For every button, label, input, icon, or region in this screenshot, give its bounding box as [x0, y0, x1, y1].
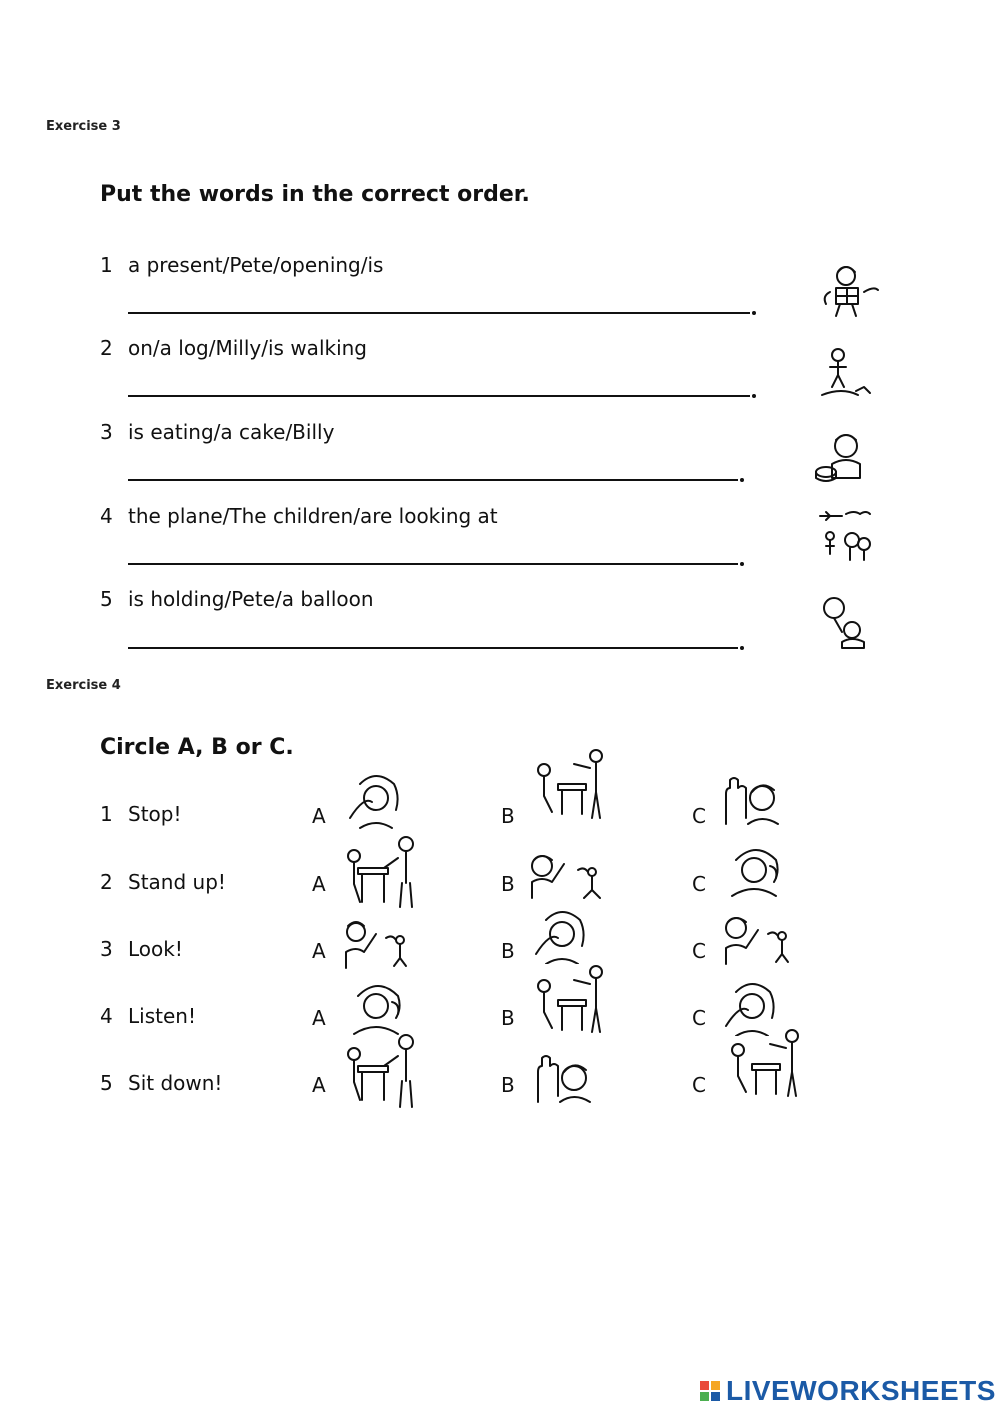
liveworksheets-logo[interactable]: [700, 1375, 996, 1406]
logo-text: LIVEWORKSHEETS: [726, 1375, 996, 1406]
option-c[interactable]: C: [692, 1073, 706, 1097]
boy-opening-present-icon: [812, 262, 882, 320]
answer-line[interactable]: [128, 312, 750, 314]
item-text: on/a log/Milly/is walking: [128, 336, 368, 360]
option-a[interactable]: A: [312, 804, 326, 828]
answer-line[interactable]: [128, 563, 738, 565]
exercise-4-instruction: Circle A, B or C.: [100, 735, 294, 760]
item-text: is holding/Pete/a balloon: [128, 587, 374, 611]
teacher-pointing-icon: [724, 1028, 810, 1100]
boy-eating-cake-icon: [810, 430, 878, 486]
item-number: 1: [100, 802, 113, 826]
item-number: 2: [100, 870, 113, 894]
item-text: Stop!: [128, 802, 182, 826]
option-b[interactable]: B: [501, 939, 515, 963]
item-text: Sit down!: [128, 1071, 223, 1095]
exercise-3-instruction: Put the words in the correct order.: [100, 182, 530, 207]
boy-holding-balloon-icon: [818, 596, 874, 652]
item-text: is eating/a cake/Billy: [128, 420, 335, 444]
full-stop: [740, 478, 744, 482]
listening-girl-icon: [340, 770, 410, 830]
option-a[interactable]: A: [312, 1006, 326, 1030]
listening-girl-icon: [528, 906, 594, 964]
girl-ear-icon: [722, 842, 788, 898]
children-looking-plane-icon: [816, 506, 876, 564]
item-text: a present/Pete/opening/is: [128, 253, 384, 277]
option-c[interactable]: C: [692, 939, 706, 963]
item-number: 2: [100, 336, 113, 360]
item-number: 5: [100, 587, 113, 611]
item-number: 4: [100, 504, 113, 528]
teacher-pointing-icon: [530, 748, 616, 822]
option-c[interactable]: C: [692, 1006, 706, 1030]
item-text: Stand up!: [128, 870, 226, 894]
answer-line[interactable]: [128, 395, 750, 397]
option-b[interactable]: B: [501, 804, 515, 828]
full-stop: [740, 562, 744, 566]
answer-line[interactable]: [128, 647, 738, 649]
full-stop: [740, 646, 744, 650]
option-a[interactable]: A: [312, 872, 326, 896]
option-c[interactable]: C: [692, 872, 706, 896]
exercise-3-label: Exercise 3: [46, 119, 121, 134]
boy-looking-icon: [526, 850, 604, 902]
boy-looking-icon: [720, 914, 794, 966]
teacher-standing-icon: [342, 1032, 422, 1110]
option-b[interactable]: B: [501, 1073, 515, 1097]
option-c[interactable]: C: [692, 804, 706, 828]
item-text: Listen!: [128, 1004, 196, 1028]
exercise-4-label: Exercise 4: [46, 678, 121, 693]
option-b[interactable]: B: [501, 872, 515, 896]
item-number: 5: [100, 1071, 113, 1095]
full-stop: [752, 394, 756, 398]
option-b[interactable]: B: [501, 1006, 515, 1030]
item-text: Look!: [128, 937, 183, 961]
item-number: 3: [100, 937, 113, 961]
option-a[interactable]: A: [312, 939, 326, 963]
boy-looking-icon: [342, 918, 412, 972]
teacher-pointing-icon: [530, 964, 614, 1036]
item-number: 1: [100, 253, 113, 277]
girl-ear-icon: [344, 978, 410, 1036]
item-number: 3: [100, 420, 113, 444]
teacher-standing-icon: [342, 834, 422, 910]
full-stop: [752, 311, 756, 315]
stop-hand-icon: [530, 1054, 594, 1104]
girl-walking-log-icon: [816, 345, 880, 403]
answer-line[interactable]: [128, 479, 738, 481]
item-text: the plane/The children/are looking at: [128, 504, 498, 528]
stop-hand-icon: [718, 774, 782, 828]
logo-blocks-icon: [700, 1381, 720, 1401]
option-a[interactable]: A: [312, 1073, 326, 1097]
item-number: 4: [100, 1004, 113, 1028]
